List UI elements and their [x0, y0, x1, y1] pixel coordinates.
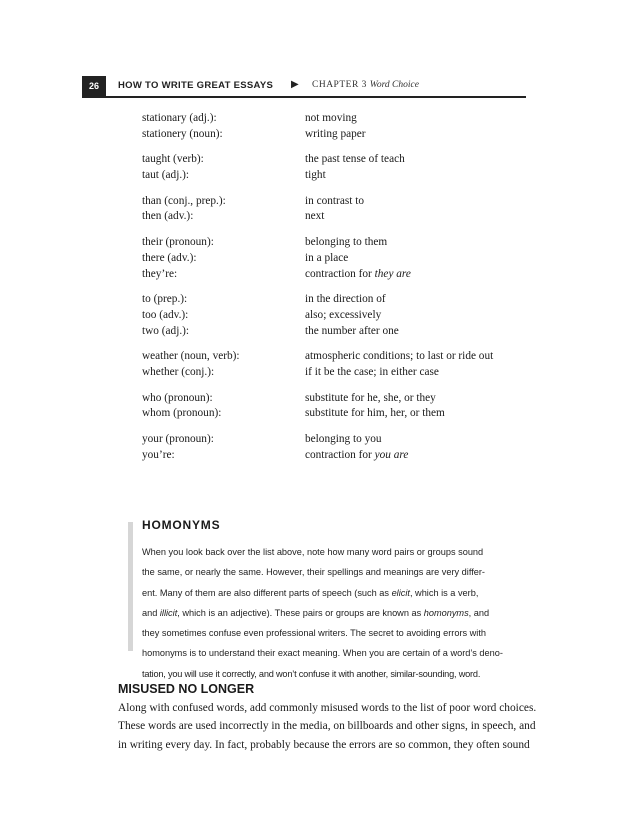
word-row [142, 292, 562, 308]
word-definition: contraction for they are [305, 267, 411, 280]
word-row [142, 168, 562, 184]
chapter-label [312, 80, 419, 90]
word-term: than (conj., prep.): [142, 194, 226, 207]
word-definition: tight [305, 169, 326, 182]
sidebar-line: the same, or nearly the same. However, their spellings and meanings are very differ- [142, 567, 485, 578]
word-term: to (prep.): [142, 293, 188, 306]
confused-words-list [142, 111, 562, 473]
word-term: there (adv.): [142, 251, 197, 264]
word-definition: the number after one [305, 324, 399, 337]
word-row [142, 194, 562, 210]
arrow-icon: ▶ [291, 79, 299, 90]
word-term: then (adv.): [142, 210, 194, 223]
word-definition: atmospheric conditions; to last or ride out [305, 350, 494, 363]
word-group [142, 235, 562, 282]
word-term: too (adv.): [142, 308, 189, 321]
paragraph-line: These words are used incorrectly in the media, on billboards and other signs, in speech, and [118, 720, 536, 733]
sidebar-title: HOMONYMS [142, 518, 221, 532]
sidebar-line: When you look back over the list above, note how many word pairs or groups sound [142, 547, 484, 557]
word-term: whether (conj.): [142, 365, 215, 378]
word-definition: the past tense of teach [305, 153, 405, 166]
sidebar-line: ent. Many of them are also different parts of speech (such as elicit, which is a verb, [142, 587, 479, 598]
sidebar-line: homonyms is to understand their exact meaning. When you are certain of a word’s deno- [142, 648, 503, 659]
word-definition: in contrast to [305, 194, 364, 207]
word-definition: substitute for him, her, or them [305, 407, 445, 420]
word-term: you’re: [142, 448, 175, 461]
sidebar-line: tation, you will use it correctly, and won’t confuse it with another, similar-sounding, word. [142, 668, 481, 679]
word-definition: belonging to you [305, 433, 382, 445]
word-row [142, 324, 562, 340]
word-row [142, 267, 562, 283]
word-row [142, 391, 562, 407]
word-term: your (pronoun): [142, 433, 214, 445]
paragraph-line: Along with confused words, add commonly misused words to the list of poor word choices. [118, 702, 537, 714]
word-group [142, 432, 562, 463]
word-definition: not moving [305, 112, 357, 124]
word-term: who (pronoun): [142, 391, 213, 404]
word-definition: in the direction of [305, 293, 386, 306]
word-group [142, 111, 562, 142]
sidebar-line: they sometimes confuse even professional writers. The secret to avoiding errors with [142, 628, 487, 639]
word-row [142, 152, 562, 168]
word-term: two (adj.): [142, 324, 190, 337]
word-term: stationary (adj.): [142, 112, 217, 124]
word-term: taut (adj.): [142, 169, 190, 182]
sidebar-body [142, 542, 524, 684]
section-heading: MISUSED NO LONGER [118, 682, 255, 696]
word-row [142, 349, 562, 365]
word-definition: next [305, 210, 325, 223]
section-paragraph [118, 699, 537, 754]
word-definition: contraction for you are [305, 448, 409, 461]
word-term: their (pronoun): [142, 236, 214, 249]
word-term: taught (verb): [142, 153, 204, 166]
word-definition: if it be the case; in either case [305, 365, 439, 378]
word-row [142, 365, 562, 381]
homonyms-sidebar [128, 518, 533, 679]
word-group [142, 292, 562, 339]
word-term: whom (pronoun): [142, 407, 222, 420]
book-title: HOW TO WRITE GREAT ESSAYS [118, 80, 274, 91]
word-row [142, 127, 562, 143]
word-group [142, 349, 562, 380]
word-term: weather (noun, verb): [142, 350, 240, 363]
page-number: 26 [82, 76, 106, 96]
chapter-number: CHAPTER 3 [312, 80, 370, 90]
word-row [142, 235, 562, 251]
sidebar-line: and illicit, which is an adjective). These pairs or groups are known as homonyms, and [142, 607, 490, 618]
word-group [142, 152, 562, 183]
chapter-name: Word Choice [369, 80, 419, 90]
word-definition: in a place [305, 251, 349, 264]
word-definition: also; excessively [305, 308, 382, 321]
word-term: they’re: [142, 267, 178, 280]
word-definition: belonging to them [305, 236, 388, 249]
word-term: stationery (noun): [142, 127, 223, 140]
word-group [142, 194, 562, 225]
word-definition: substitute for he, she, or they [305, 391, 436, 404]
word-group [142, 391, 562, 422]
running-header [82, 74, 526, 98]
word-row [142, 406, 562, 422]
word-row [142, 251, 562, 267]
word-row [142, 111, 562, 127]
paragraph-line: in writing every day. In fact, probably because the errors are so common, they often sound [118, 738, 530, 751]
word-row [142, 209, 562, 225]
word-row [142, 432, 562, 448]
word-row [142, 308, 562, 324]
word-row [142, 448, 562, 464]
word-definition: writing paper [305, 127, 366, 140]
